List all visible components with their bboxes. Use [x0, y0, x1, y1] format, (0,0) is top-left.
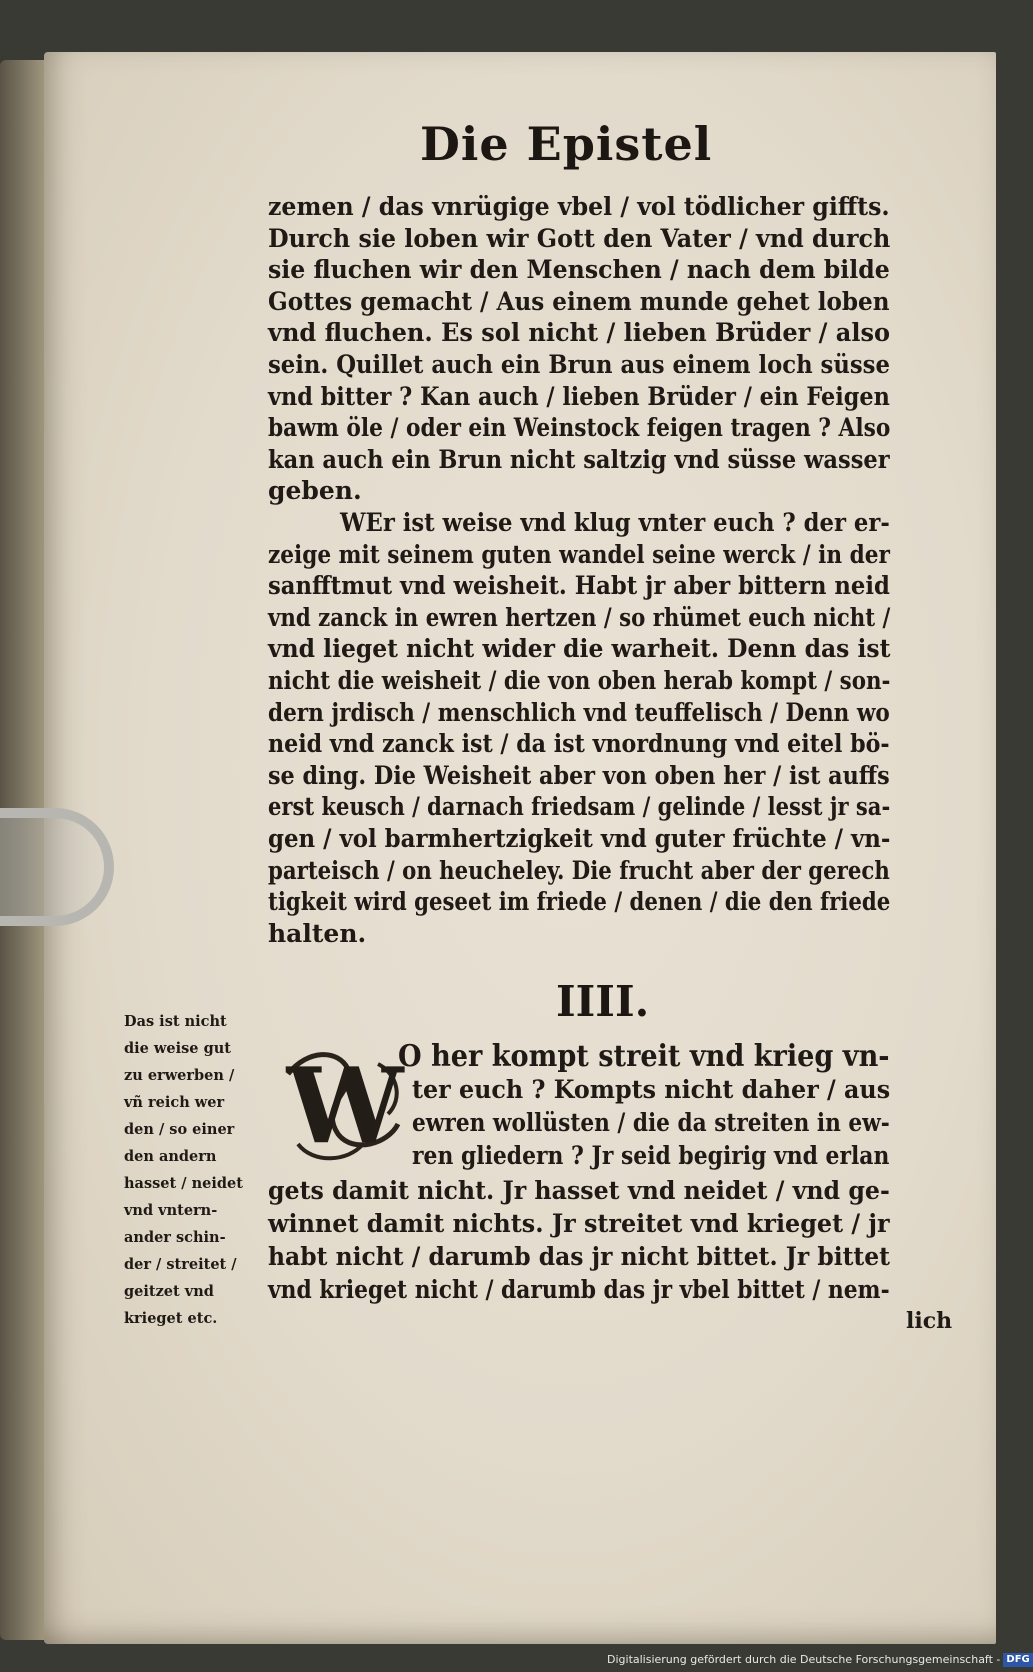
chapter-line: habt nicht / darumb das jr nicht bittet. Jr bittet — [268, 1242, 890, 1271]
text-line: WEr ist weise vnd klug vnter euch ? der er- — [340, 508, 890, 537]
margin-note-line: krieget etc. — [124, 1310, 218, 1327]
margin-note-line: zu erwerben / — [124, 1067, 235, 1084]
text-line: se ding. Die Weisheit aber von oben her / ist auffs — [268, 760, 890, 790]
text-line: halten. — [268, 918, 367, 948]
footer-credit-text: Digitalisierung gefördert durch die Deutsche Forschungsgemeinschaft - — [607, 1653, 1001, 1666]
text-line: dern jrdisch / menschlich vnd teuffelisch / Denn wo — [268, 697, 890, 727]
initial-letter: W — [286, 1044, 404, 1167]
text-line: sie fluchen wir den Menschen / nach dem bilde — [268, 255, 890, 285]
text-line: gen / vol barmhertzigkeit vnd guter früchte / vn- — [268, 824, 891, 853]
margin-note-line: vñ reich wer — [124, 1094, 225, 1111]
text-line: vnd lieget nicht wider die warheit. Denn das ist — [268, 634, 891, 664]
text-line: tigkeit wird geseet im friede / denen / die den friede — [268, 887, 891, 917]
text-line: nicht die weisheit / die von oben herab kompt / son- — [268, 666, 891, 695]
margin-note-line: vnd vntern- — [124, 1202, 218, 1219]
text-line: vnd fluchen. Es sol nicht / lieben Brüder / also — [268, 318, 891, 348]
margin-note-line: den andern — [124, 1148, 217, 1165]
margin-note-line: den / so einer — [124, 1121, 235, 1138]
catchword: lich — [906, 1308, 953, 1334]
chapter-line: vnd krieget nicht / darumb das jr vbel bittet / nem- — [268, 1275, 890, 1304]
margin-note-line: ander schin- — [124, 1229, 226, 1246]
page-running-head: Die Epistel — [420, 117, 713, 171]
chapter-line: ter euch ? Kompts nicht daher / aus — [412, 1075, 891, 1104]
text-line: parteisch / on heucheley. Die frucht aber der gerech — [268, 855, 890, 885]
text-line: vnd zanck in ewren hertzen / so rhümet euch nicht / — [268, 602, 891, 632]
text-line: bawm öle / oder ein Weinstock feigen tragen ? Also — [268, 413, 891, 443]
chapter-line: gets damit nicht. Jr hasset vnd neidet / vnd ge- — [268, 1176, 890, 1205]
text-line: zemen / das vnrügige vbel / vol tödlicher giffts. — [268, 192, 890, 221]
text-line: vnd bitter ? Kan auch / lieben Brüder / ein Feigen — [268, 381, 890, 411]
decorated-initial — [278, 1044, 412, 1168]
text-line: Gottes gemacht / Aus einem munde gehet loben — [268, 286, 890, 316]
text-line: erst keusch / darnach friedsam / gelinde / lesst jr sa- — [268, 792, 891, 822]
chapter-line: winnet damit nichts. Jr streitet vnd krieget / jr — [268, 1209, 890, 1238]
chapter-line: O her kompt streit vnd krieg vn- — [398, 1039, 890, 1074]
margin-note-line: die weise gut — [124, 1040, 231, 1057]
text-line: neid vnd zanck ist / da ist vnordnung vnd eitel bö- — [268, 729, 890, 759]
margin-note — [124, 1008, 276, 1332]
text-line: zeige mit seinem guten wandel seine werck / in der — [268, 539, 890, 569]
text-line: sein. Quillet auch ein Brun aus einem loch süsse — [268, 350, 890, 379]
margin-note-line: geitzet vnd — [124, 1283, 214, 1300]
margin-note-line: der / streitet / — [124, 1256, 237, 1273]
chapter-number: IIII. — [556, 977, 650, 1026]
footer-credit — [607, 1651, 1030, 1669]
text-line: Durch sie loben wir Gott den Vater / vnd durch — [268, 223, 891, 253]
chapter-line: ewren wollüsten / die da streiten in ew- — [412, 1108, 890, 1137]
book-clip — [0, 808, 114, 926]
text-line: kan auch ein Brun nicht saltzig vnd süsse wasser — [268, 444, 890, 474]
margin-note-line: hasset / neidet — [124, 1175, 243, 1192]
margin-note-line: Das ist nicht — [124, 1013, 227, 1030]
text-line: sanfftmut vnd weisheit. Habt jr aber bittern neid — [268, 571, 890, 601]
dfg-logo-icon: DFG — [1003, 1653, 1032, 1667]
chapter-line: ren gliedern ? Jr seid begirig vnd erlan — [412, 1141, 890, 1170]
text-line: geben. — [268, 476, 362, 506]
